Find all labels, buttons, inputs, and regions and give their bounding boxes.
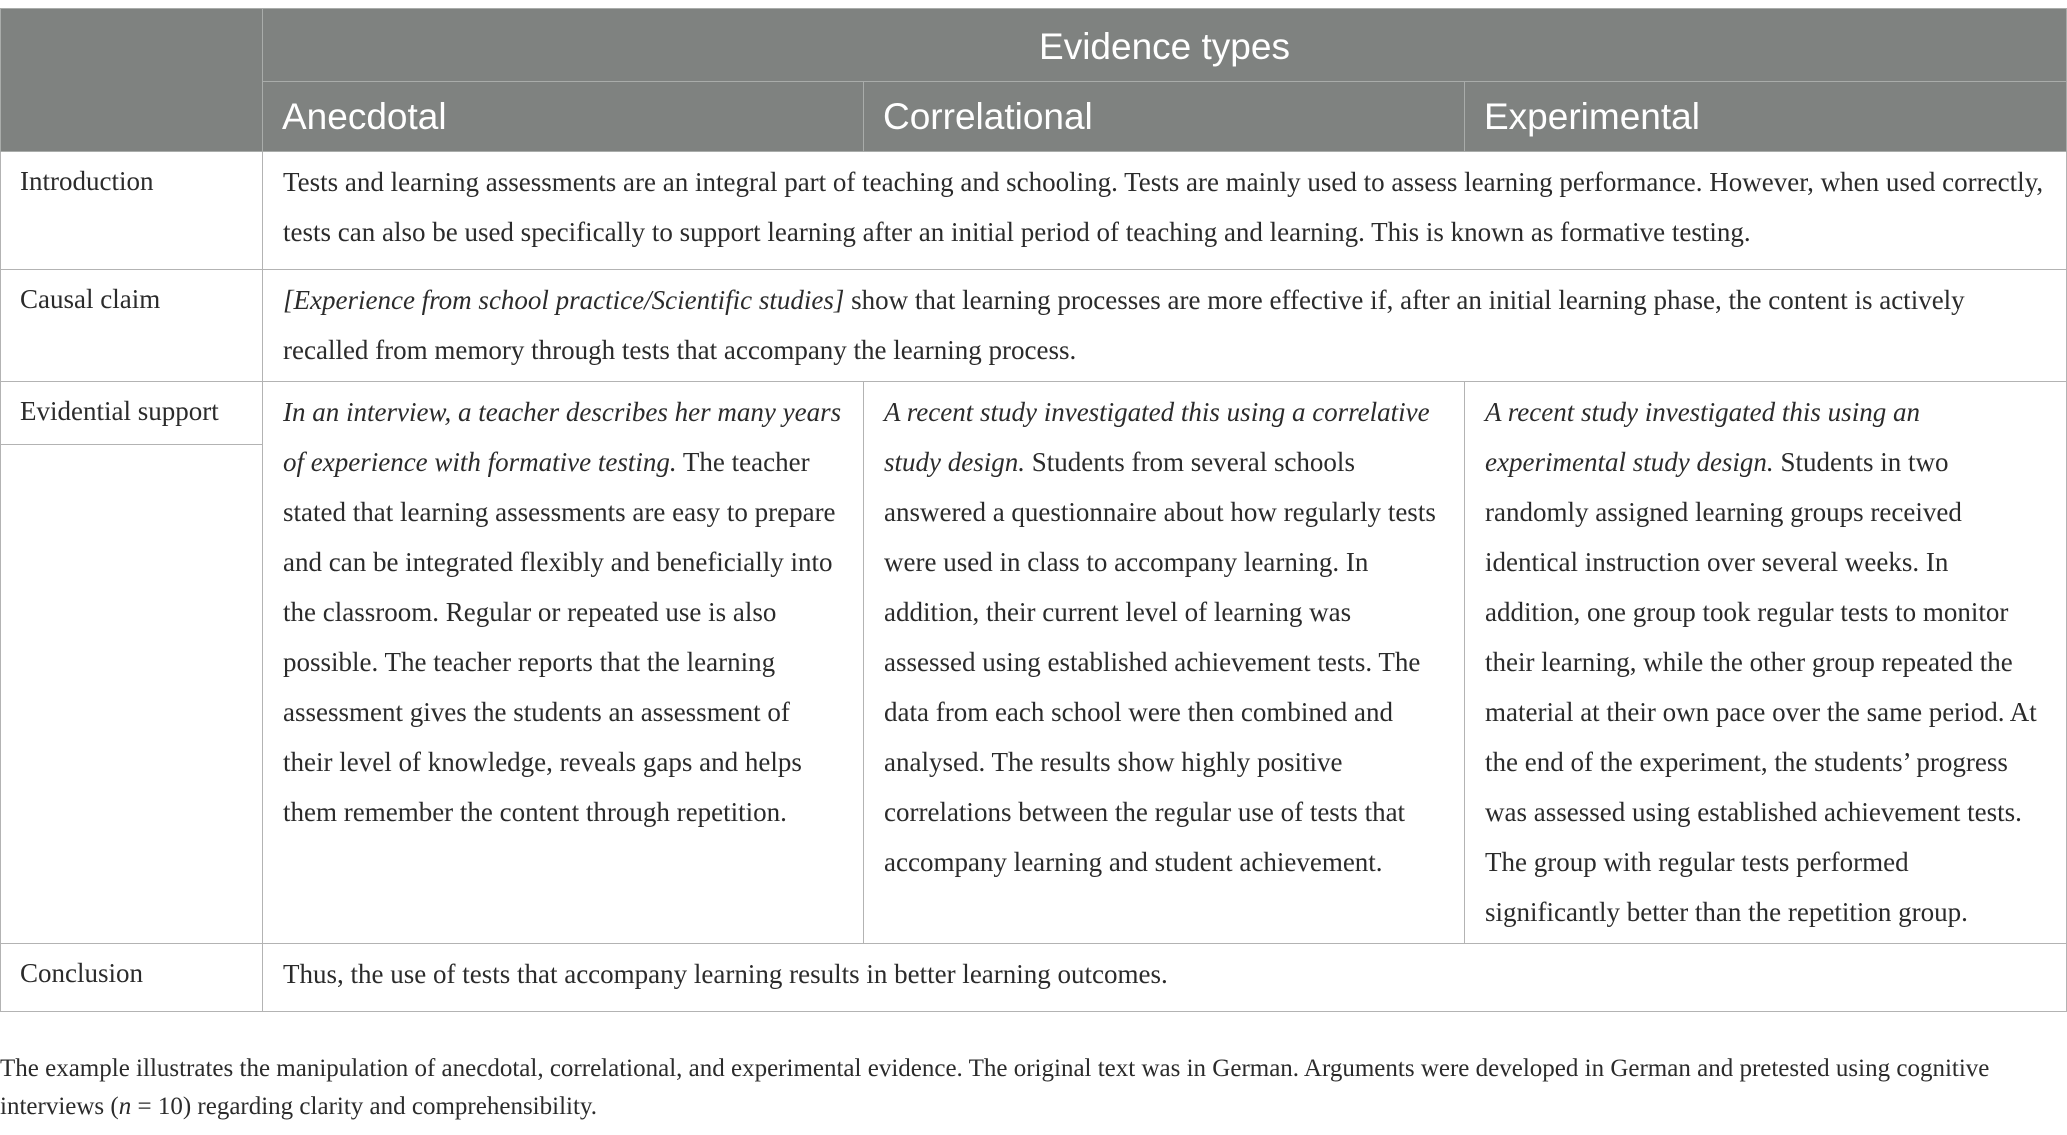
correlational-text: Students from several schools answered a questionnaire about how regularly tests were used in class to accompany learning. In addition, their current level of learning was assessed using established achievement tests. The data from each school were then combined and analysed. The results show highly positive correlations between the regular use of tests that accompany learning and student achievement. (884, 447, 1436, 877)
causal-claim-text: show that learning processes are more effective if, after an initial learning phase, the content is actively recalled from memory through tests that accompany the learning process. (283, 285, 1965, 365)
footnote-n-symbol: n (118, 1093, 132, 1120)
anecdotal-text: The teacher stated that learning assessments are easy to prepare and can be integrated flexibly and beneficially into the classroom. Regular or repeated use is also possible. The teacher reports that the learning assessment gives the students an assessment of their level of knowledge, reveals gaps and helps them remember the content through repetition. (283, 447, 836, 827)
row-label-evidential-support: Evidential support (1, 382, 262, 445)
causal-claim-cell (263, 270, 2067, 382)
header-anecdotal: Anecdotal (263, 82, 864, 152)
table-row-causal-claim (1, 270, 2067, 382)
row-label-cell-evidential-support (1, 382, 263, 944)
evidence-table-container (0, 8, 2067, 1012)
causal-claim-italic: [Experience from school practice/Scientific studies] (283, 285, 845, 315)
table-row-evidential-support (1, 382, 2067, 944)
conclusion-text: Thus, the use of tests that accompany learning results in better learning outcomes. (263, 944, 2067, 1012)
footnote-part2: = 10) regarding clarity and comprehensibility. (131, 1093, 598, 1120)
header-evidence-types: Evidence types (263, 9, 2067, 82)
table-footnote (0, 1050, 2060, 1126)
table-row-conclusion (1, 944, 2067, 1012)
evidence-table (0, 8, 2067, 1012)
table-header (1, 9, 2067, 152)
header-subcolumns-row (1, 82, 2067, 152)
header-group-row (1, 9, 2067, 82)
experimental-text: Students in two randomly assigned learning groups received identical instruction over several weeks. In addition, one group took regular tests to monitor their learning, while the other group repeated the material at their own pace over the same period. At the end of the experiment, the students’ progress was assessed using established achievement tests. The group with regular tests performed significantly better than the repetition group. (1485, 447, 2037, 927)
anecdotal-italic: In an interview, a teacher describes her many years of experience with formative testing. (283, 397, 842, 477)
correlational-evidence-cell (864, 382, 1465, 944)
row-label-conclusion: Conclusion (1, 944, 263, 1012)
footnote-part1: The example illustrates the manipulation of anecdotal, correlational, and experimental evidence. The original text was in German. Arguments were developed in German and pretested using cognitive interviews ( (0, 1055, 1990, 1120)
table-body (1, 152, 2067, 1012)
header-correlational: Correlational (864, 82, 1465, 152)
header-experimental: Experimental (1465, 82, 2067, 152)
experimental-evidence-cell (1465, 382, 2067, 944)
table-row-introduction (1, 152, 2067, 270)
header-corner-cell (1, 9, 263, 152)
anecdotal-evidence-cell (263, 382, 864, 944)
row-label-causal-claim: Causal claim (1, 270, 263, 382)
row-label-introduction: Introduction (1, 152, 263, 270)
experimental-italic: A recent study investigated this using an experimental study design. (1485, 397, 1920, 477)
introduction-text: Tests and learning assessments are an integral part of teaching and schooling. Tests are mainly used to assess learning performance. However, when used correctly, tests can also be used specifically to support learning after an initial period of teaching and learning. This is known as formative testing. (263, 152, 2067, 270)
correlational-italic: A recent study investigated this using a correlative study design. (884, 397, 1430, 477)
